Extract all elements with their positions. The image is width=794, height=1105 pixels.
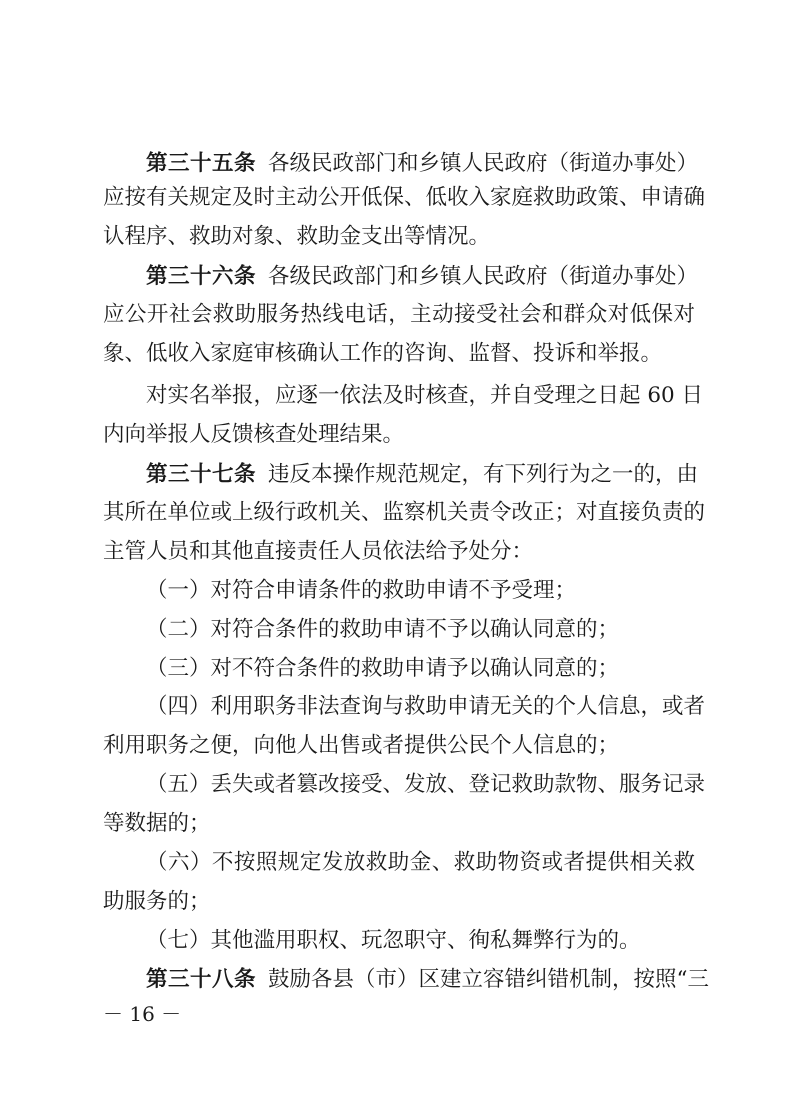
- article-36-line-3: 象、低收入家庭审核确认工作的咨询、监督、投诉和举报。: [103, 341, 663, 366]
- article-36-text-1: 各级民政部门和乡镇人民政府（街道办事处）: [268, 264, 699, 289]
- article-38-heading: 第三十八条: [146, 967, 257, 992]
- article-37-item-4-line-1: （四）利用职务非法查询与救助申请无关的个人信息，或者: [146, 694, 706, 719]
- article-37-line-3: 主管人员和其他直接责任人员依法给予处分：: [103, 539, 534, 564]
- article-36-para2-line-2: 内向举报人反馈核查处理结果。: [103, 422, 405, 447]
- article-37-item-5-line-2: 等数据的；: [103, 811, 211, 836]
- article-36-line-1: [146, 261, 699, 293]
- article-37-line-2: 其所在单位或上级行政机关、监察机关责令改正；对直接负责的: [103, 500, 706, 525]
- article-36-line-2: 应公开社会救助服务热线电话，主动接受社会和群众对低保对: [103, 302, 695, 327]
- article-37-heading: 第三十七条: [146, 462, 257, 487]
- article-37-item-7: （七）其他滥用职权、玩忽职守、徇私舞弊行为的。: [146, 928, 641, 953]
- article-35-text-1: 各级民政部门和乡镇人民政府（街道办事处）: [268, 151, 699, 176]
- article-37-item-3: （三）对不符合条件的救助申请予以确认同意的；: [146, 656, 620, 681]
- article-37-item-2: （二）对符合条件的救助申请不予以确认同意的；: [146, 617, 620, 642]
- article-38-line-1: [146, 964, 710, 996]
- article-37-text-1: 违反本操作规范规定，有下列行为之一的，由: [268, 462, 699, 487]
- article-37-item-1: （一）对符合申请条件的救助申请不予受理；: [146, 578, 577, 603]
- article-37-item-6-line-2: 助服务的；: [103, 889, 211, 914]
- article-36-para2-line-1: 对实名举报，应逐一依法及时核查，并自受理之日起 60 日: [146, 383, 704, 408]
- article-35-line-2: 应按有关规定及时主动公开低保、低收入家庭救助政策、申请确: [103, 185, 706, 210]
- article-38-text-1: 鼓励各县（市）区建立容错纠错机制，按照“三: [268, 967, 710, 992]
- page-number: － 16 －: [103, 1002, 182, 1026]
- article-37-item-4-line-2: 利用职务之便，向他人出售或者提供公民个人信息的；: [103, 733, 620, 758]
- article-37-line-1: [146, 459, 699, 491]
- article-37-item-5-line-1: （五）丢失或者篡改接受、发放、登记救助款物、服务记录: [146, 772, 706, 797]
- article-36-heading: 第三十六条: [146, 264, 257, 289]
- article-35-line-1: [146, 148, 699, 180]
- article-35-line-3: 认程序、救助对象、救助金支出等情况。: [103, 224, 491, 249]
- article-35-heading: 第三十五条: [146, 151, 257, 176]
- article-37-item-6-line-1: （六）不按照规定发放救助金、救助物资或者提供相关救: [146, 850, 695, 875]
